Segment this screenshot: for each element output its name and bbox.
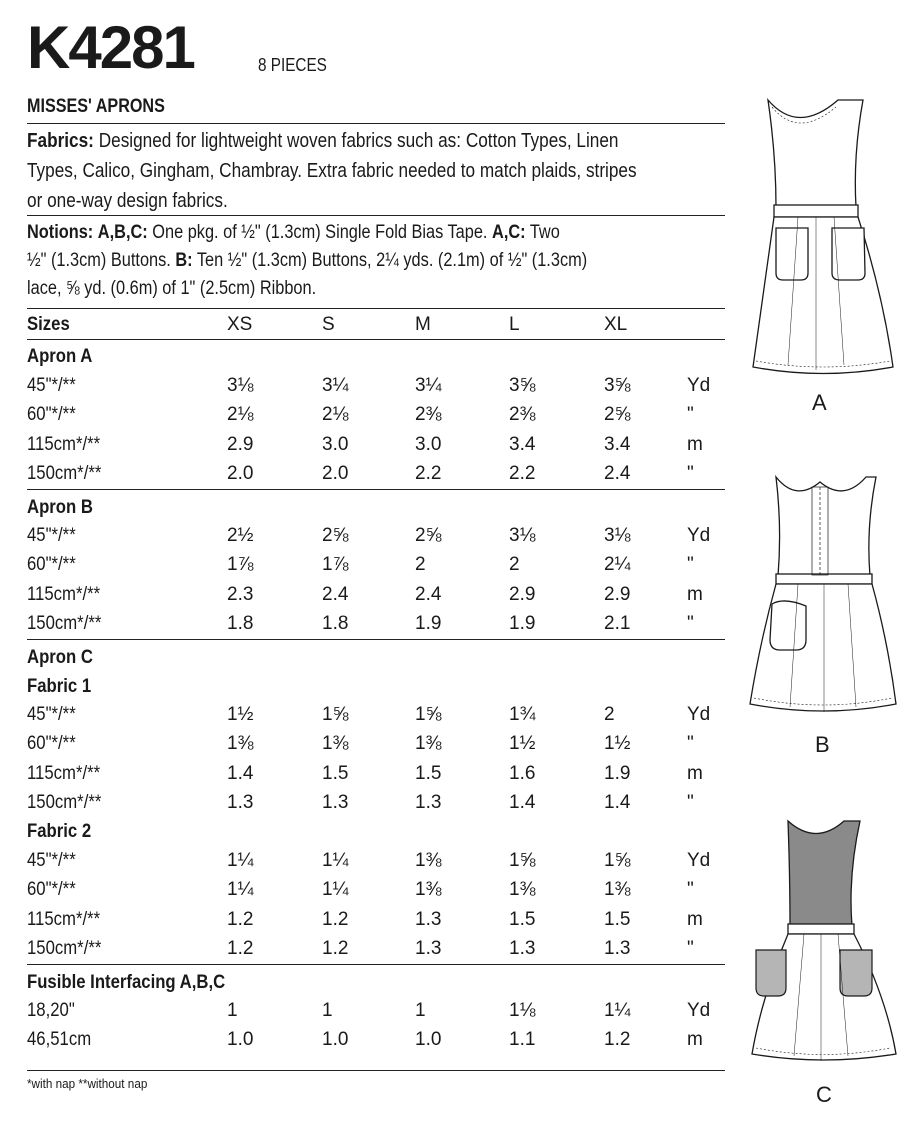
- divider: [27, 215, 725, 216]
- fabrics-line-2: Types, Calico, Gingham, Chambray. Extra fabric needed to match plaids, stripes: [27, 160, 637, 182]
- table-row: [27, 846, 725, 875]
- unit-cell: ": [687, 463, 694, 484]
- unit-cell: ": [687, 879, 694, 900]
- yardage-cell: 1⅝: [415, 704, 442, 725]
- yardage-cell: 2: [415, 554, 426, 575]
- table-row: [27, 609, 725, 638]
- fabric-width-label: 150cm*/**: [27, 938, 102, 959]
- section-title: [27, 493, 725, 522]
- yardage-cell: 2⅝: [604, 404, 631, 425]
- fabric-width-label: 45"*/**: [27, 375, 76, 396]
- unit-cell: ": [687, 938, 694, 959]
- section-title: [27, 643, 725, 672]
- yardage-cell: 1.9: [604, 763, 631, 784]
- unit-cell: Yd: [687, 704, 711, 725]
- fabric-width-label: 60"*/**: [27, 404, 76, 425]
- yardage-cell: 1½: [227, 704, 254, 725]
- notions-views: A,C:: [492, 222, 526, 243]
- pattern-number: K4281: [27, 14, 194, 81]
- fabrics-label: Fabrics:: [27, 130, 94, 152]
- table-row: [27, 700, 725, 729]
- yardage-cell: 1.0: [322, 1029, 349, 1050]
- unit-cell: m: [687, 909, 703, 930]
- divider: [27, 639, 725, 640]
- apron-b-illustration: [748, 472, 898, 722]
- notions-views: A,B,C:: [97, 222, 148, 243]
- fabric-width-label: 60"*/**: [27, 733, 76, 754]
- yardage-cell: 1: [227, 1000, 238, 1021]
- section-title: [27, 968, 725, 997]
- yardage-cell: 2.2: [509, 463, 536, 484]
- yardage-cell: 2.9: [509, 584, 536, 605]
- notions-text: One pkg. of ½" (1.3cm) Single Fold Bias Tape.: [147, 222, 493, 243]
- yardage-cell: 1.1: [509, 1029, 536, 1050]
- fabrics-line-1: Designed for lightweight woven fabrics such as: Cotton Types, Linen: [98, 130, 619, 152]
- yardage-cell: 1⅛: [509, 1000, 536, 1021]
- yardage-cell: 2.0: [227, 463, 254, 484]
- unit-cell: m: [687, 584, 703, 605]
- yardage-cell: 1.2: [227, 938, 254, 959]
- yardage-cell: 1⅜: [509, 879, 536, 900]
- size-col: S: [322, 314, 335, 335]
- apron-b-title: Apron B: [27, 497, 93, 518]
- unit-cell: Yd: [687, 1000, 711, 1021]
- fabric-width-label: 60"*/**: [27, 879, 76, 900]
- yardage-cell: 1.2: [322, 909, 349, 930]
- yardage-cell: 1.9: [509, 613, 536, 634]
- yardage-cell: 1⅜: [322, 733, 349, 754]
- unit-cell: m: [687, 434, 703, 455]
- divider: [27, 123, 725, 124]
- yardage-cell: 1⅜: [415, 850, 442, 871]
- fabric-width-label: 115cm*/**: [27, 434, 101, 455]
- notions-text: Ten ½" (1.3cm) Buttons, 2¼ yds. (2.1m) of ½" (1.3cm): [192, 250, 588, 271]
- apron-c-illustration: [748, 816, 898, 1076]
- apron-c-title: Apron C: [27, 647, 93, 668]
- section-subtitle: [27, 672, 725, 701]
- yardage-cell: 1.4: [509, 792, 536, 813]
- yardage-cell: 2½: [227, 525, 254, 546]
- fabric-width-label: 45"*/**: [27, 525, 76, 546]
- yardage-cell: 1⅜: [227, 733, 254, 754]
- yardage-cell: 1⅞: [227, 554, 254, 575]
- yardage-cell: 2⅝: [322, 525, 349, 546]
- fabric-width-label: 150cm*/**: [27, 792, 102, 813]
- yardage-cell: 2⅜: [415, 404, 442, 425]
- yardage-cell: 3¼: [322, 375, 349, 396]
- fabric-2-title: Fabric 2: [27, 821, 92, 842]
- yardage-cell: 1¾: [509, 704, 536, 725]
- yardage-cell: 1.4: [227, 763, 254, 784]
- yardage-cell: 2.1: [604, 613, 631, 634]
- fabric-width-label: 115cm*/**: [27, 763, 101, 784]
- yardage-cell: 1⅜: [415, 733, 442, 754]
- yardage-cell: 3⅝: [509, 375, 536, 396]
- yardage-cell: 1.3: [415, 909, 442, 930]
- divider: [27, 964, 725, 965]
- yardage-cell: 2¼: [604, 554, 631, 575]
- sizes-label: Sizes: [27, 314, 70, 335]
- apron-a-title: Apron A: [27, 346, 93, 367]
- yardage-cell: 1.4: [604, 792, 631, 813]
- yardage-cell: 1¼: [227, 879, 254, 900]
- divider: [27, 1070, 725, 1071]
- figure-c-label: C: [816, 1082, 832, 1107]
- notions-paragraph: [27, 219, 732, 303]
- fabrics-line-3: or one-way design fabrics.: [27, 190, 228, 212]
- yardage-cell: 3.0: [322, 434, 349, 455]
- yardage-cell: 1.3: [604, 938, 631, 959]
- yardage-cell: 2⅜: [509, 404, 536, 425]
- yardage-cell: 1.5: [604, 909, 631, 930]
- figure-a-label: A: [812, 390, 827, 415]
- yardage-cell: 2.4: [604, 463, 631, 484]
- table-row: [27, 371, 725, 400]
- fabric-width-label: 60"*/**: [27, 554, 76, 575]
- yardage-cell: 1.8: [322, 613, 349, 634]
- size-col: XS: [227, 314, 253, 335]
- table-row: [27, 521, 725, 550]
- table-row: [27, 550, 725, 579]
- yardage-cell: 1⅞: [322, 554, 349, 575]
- divider: [27, 339, 725, 340]
- table-row: [27, 788, 725, 817]
- interfacing-title: Fusible Interfacing A,B,C: [27, 972, 226, 993]
- table-row: [27, 875, 725, 904]
- yardage-cell: 1.8: [227, 613, 254, 634]
- yardage-cell: 1.5: [415, 763, 442, 784]
- yardage-cell: 1⅜: [604, 879, 631, 900]
- yardage-cell: 1: [415, 1000, 426, 1021]
- fabric-width-label: 150cm*/**: [27, 463, 102, 484]
- table-row: [27, 996, 725, 1025]
- yardage-cell: 1.0: [415, 1029, 442, 1050]
- yardage-cell: 2.2: [415, 463, 442, 484]
- page-title: MISSES' APRONS: [27, 96, 165, 117]
- unit-cell: Yd: [687, 850, 711, 871]
- yardage-cell: 2.4: [415, 584, 442, 605]
- unit-cell: ": [687, 613, 694, 634]
- yardage-cell: 1⅝: [509, 850, 536, 871]
- fabric-width-label: 18,20": [27, 1000, 75, 1021]
- yardage-cell: 1.2: [604, 1029, 631, 1050]
- table-row: [27, 430, 725, 459]
- unit-cell: ": [687, 554, 694, 575]
- yardage-cell: 3.0: [415, 434, 442, 455]
- yardage-cell: 1.5: [509, 909, 536, 930]
- yardage-cell: 1.3: [415, 938, 442, 959]
- unit-cell: m: [687, 763, 703, 784]
- fabric-width-label: 115cm*/**: [27, 584, 101, 605]
- yardage-cell: 1.3: [227, 792, 254, 813]
- table-row: [27, 729, 725, 758]
- table-row: [27, 580, 725, 609]
- yardage-cell: 1.3: [415, 792, 442, 813]
- yardage-cell: 3¼: [415, 375, 442, 396]
- notions-label: Notions:: [27, 222, 94, 243]
- yardage-cell: 2.0: [322, 463, 349, 484]
- yardage-cell: 3⅛: [604, 525, 631, 546]
- table-row: [27, 1025, 725, 1054]
- unit-cell: Yd: [687, 525, 711, 546]
- table-row: [27, 400, 725, 429]
- yardage-cell: 1⅜: [415, 879, 442, 900]
- divider: [27, 308, 725, 309]
- fabric-width-label: 115cm*/**: [27, 909, 101, 930]
- yardage-cell: 1¼: [227, 850, 254, 871]
- yardage-cell: 3.4: [604, 434, 631, 455]
- figure-b-label: B: [815, 732, 830, 757]
- fabric-width-label: 45"*/**: [27, 704, 76, 725]
- yardage-cell: 1.6: [509, 763, 536, 784]
- yardage-cell: 2.9: [227, 434, 254, 455]
- yardage-cell: 3⅝: [604, 375, 631, 396]
- yardage-cell: 2⅝: [415, 525, 442, 546]
- section-title: [27, 342, 725, 371]
- unit-cell: m: [687, 1029, 703, 1050]
- yardage-cell: 3.4: [509, 434, 536, 455]
- fabric-1-title: Fabric 1: [27, 676, 92, 697]
- notions-views: B:: [175, 250, 193, 271]
- yardage-cell: 2.4: [322, 584, 349, 605]
- size-col: L: [509, 314, 520, 335]
- yardage-cell: 1.9: [415, 613, 442, 634]
- yardage-cell: 2.3: [227, 584, 254, 605]
- yardage-cell: 1¼: [322, 879, 349, 900]
- yardage-cell: 1.5: [322, 763, 349, 784]
- yardage-cell: 1¼: [604, 1000, 631, 1021]
- yardage-cell: 1½: [604, 733, 631, 754]
- yardage-cell: 3⅛: [227, 375, 254, 396]
- unit-cell: ": [687, 733, 694, 754]
- yardage-cell: 1⅝: [604, 850, 631, 871]
- notions-line-3: lace, ⅝ yd. (0.6m) of 1" (2.5cm) Ribbon.: [27, 278, 317, 299]
- unit-cell: ": [687, 404, 694, 425]
- yardage-cell: 3⅛: [509, 525, 536, 546]
- sizes-header-row: [27, 310, 725, 339]
- size-col: M: [415, 314, 431, 335]
- yardage-cell: 2⅛: [322, 404, 349, 425]
- divider: [27, 489, 725, 490]
- yardage-cell: 2⅛: [227, 404, 254, 425]
- footnote: *with nap **without nap: [27, 1076, 148, 1091]
- unit-cell: Yd: [687, 375, 711, 396]
- yardage-cell: 1.0: [227, 1029, 254, 1050]
- yardage-cell: 1.2: [227, 909, 254, 930]
- fabric-width-label: 45"*/**: [27, 850, 76, 871]
- yardage-cell: 1.3: [509, 938, 536, 959]
- table-row: [27, 905, 725, 934]
- yardage-cell: 1¼: [322, 850, 349, 871]
- table-row: [27, 759, 725, 788]
- table-row: [27, 934, 725, 963]
- yardage-cell: 2: [509, 554, 520, 575]
- yardage-cell: 2.9: [604, 584, 631, 605]
- notions-text: ½" (1.3cm) Buttons.: [27, 250, 176, 271]
- pieces-count: 8 PIECES: [258, 55, 327, 75]
- fabric-width-label: 46,51cm: [27, 1029, 92, 1050]
- fabrics-paragraph: [27, 126, 732, 216]
- apron-a-illustration: [748, 95, 898, 385]
- yardage-cell: 1.2: [322, 938, 349, 959]
- yardage-cell: 1: [322, 1000, 333, 1021]
- table-row: [27, 459, 725, 488]
- yardage-cell: 1.3: [322, 792, 349, 813]
- fabric-width-label: 150cm*/**: [27, 613, 102, 634]
- notions-text: Two: [525, 222, 560, 243]
- yardage-cell: 2: [604, 704, 615, 725]
- size-col: XL: [604, 314, 628, 335]
- unit-cell: ": [687, 792, 694, 813]
- yardage-cell: 1½: [509, 733, 536, 754]
- yardage-cell: 1⅝: [322, 704, 349, 725]
- section-subtitle: [27, 817, 725, 846]
